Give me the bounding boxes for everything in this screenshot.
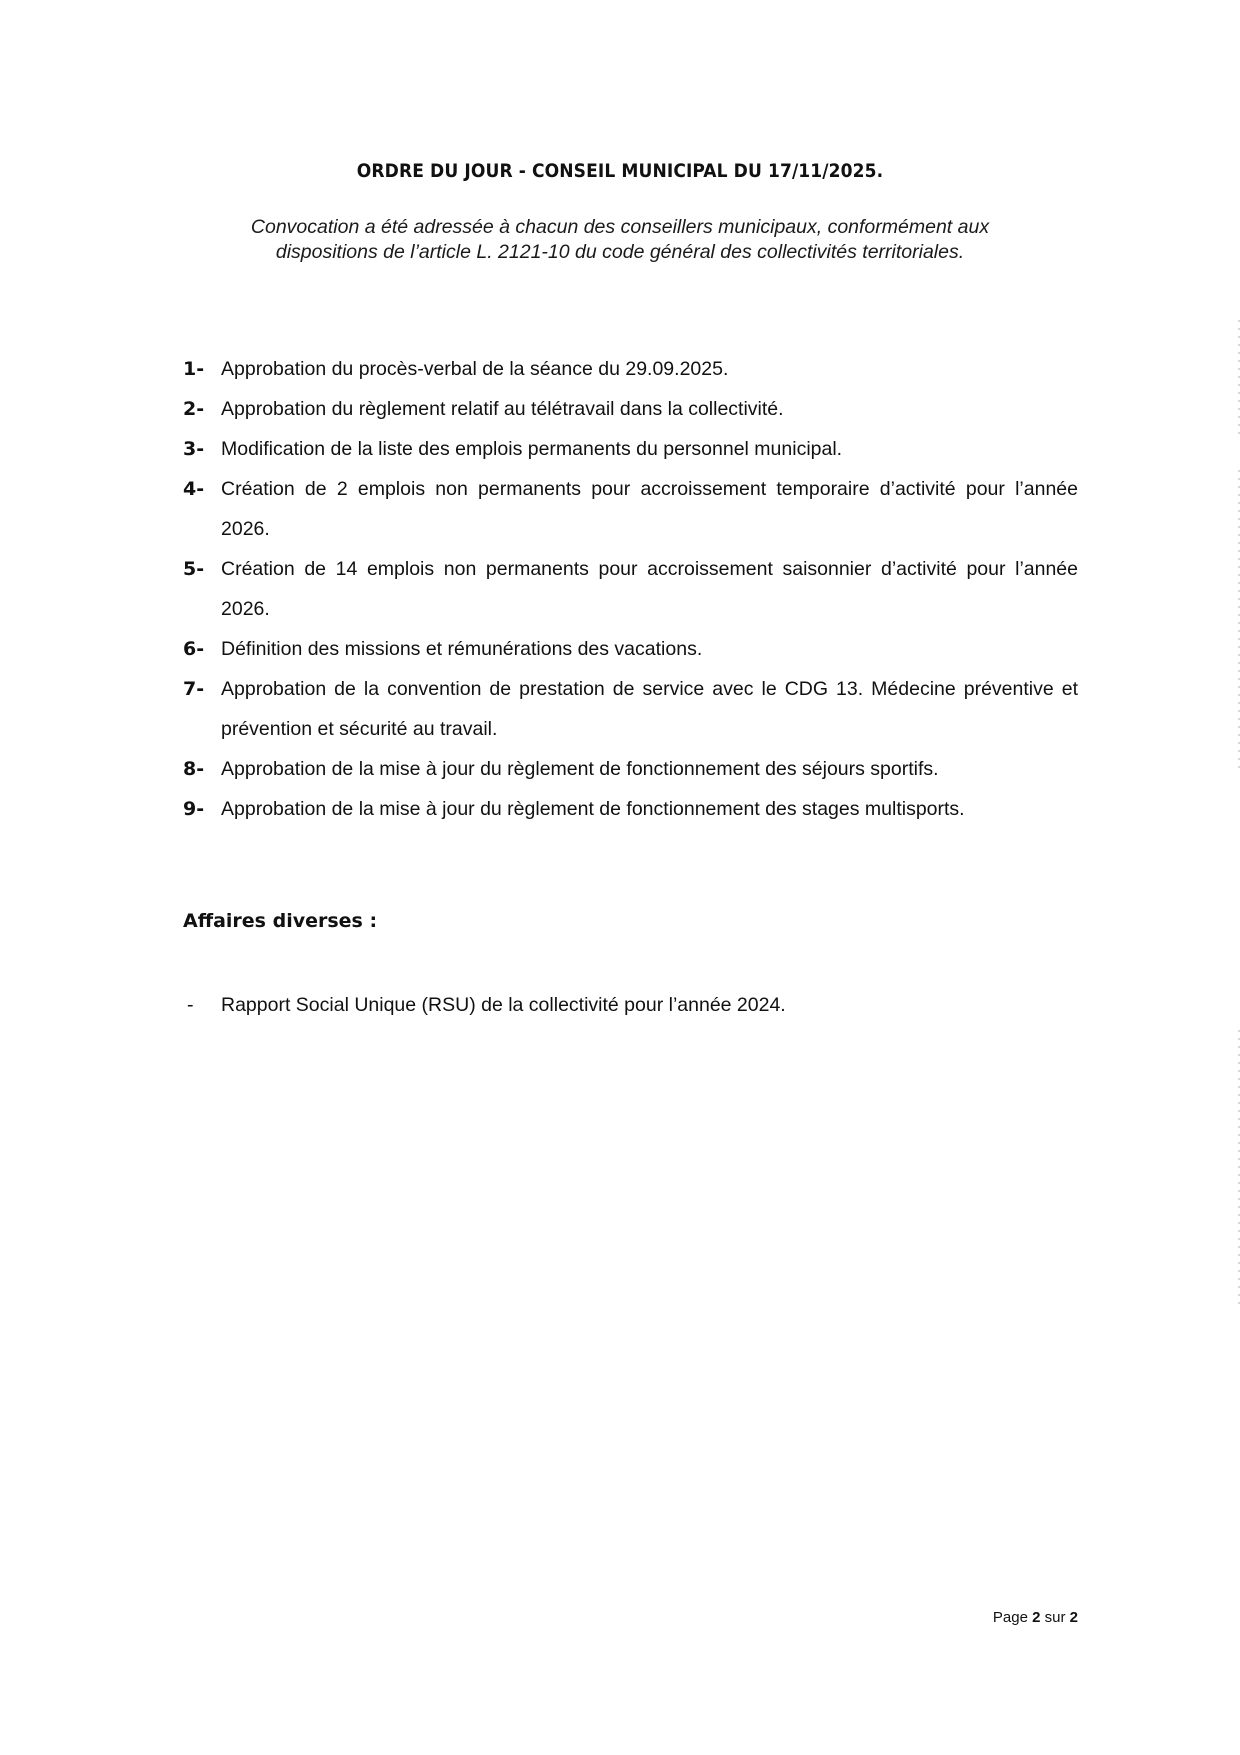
agenda-item-text: Approbation de la convention de prestation de service avec le CDG 13. Médecine préventive et prévention et sécurité au travail. bbox=[221, 678, 1078, 740]
misc-item-text: Rapport Social Unique (RSU) de la collectivité pour l’année 2024. bbox=[221, 994, 786, 1016]
agenda-item bbox=[183, 429, 1078, 469]
agenda-item bbox=[183, 789, 1078, 829]
agenda-item-text: Approbation du règlement relatif au télétravail dans la collectivité. bbox=[221, 398, 784, 420]
agenda-item-number: 6- bbox=[183, 638, 205, 660]
agenda-item-text: Approbation du procès-verbal de la séance du 29.09.2025. bbox=[221, 358, 729, 380]
agenda-item-text: Création de 2 emplois non permanents pour accroissement temporaire d’activité pour l’année 2026. bbox=[221, 478, 1078, 540]
page-label: Page bbox=[992, 1609, 1028, 1626]
agenda-item-number: 4- bbox=[183, 478, 205, 500]
agenda-item-number: 3- bbox=[183, 438, 205, 460]
agenda-item bbox=[183, 549, 1078, 629]
agenda-list bbox=[183, 349, 1078, 829]
agenda-item-text: Création de 14 emplois non permanents pour accroissement saisonnier d’activité pour l’année 2026. bbox=[221, 558, 1078, 620]
misc-section-heading: Affaires diverses : bbox=[183, 910, 378, 932]
agenda-item-text: Définition des missions et rémunérations des vacations. bbox=[221, 638, 703, 660]
agenda-item-number: 8- bbox=[183, 758, 205, 780]
page-current: 2 bbox=[1032, 1609, 1041, 1626]
agenda-item bbox=[183, 669, 1078, 749]
convocation-note-line-2: dispositions de l’article L. 2121-10 du code général des collectivités territoriales. bbox=[275, 241, 965, 263]
agenda-item-number: 1- bbox=[183, 358, 205, 380]
agenda-item-text: Approbation de la mise à jour du règlement de fonctionnement des séjours sportifs. bbox=[221, 758, 939, 780]
agenda-item-number: 9- bbox=[183, 798, 205, 820]
agenda-item-text: Modification de la liste des emplois permanents du personnel municipal. bbox=[221, 438, 843, 460]
convocation-note bbox=[140, 215, 1100, 265]
page-number bbox=[950, 1609, 1078, 1626]
agenda-item-text: Approbation de la mise à jour du règlement de fonctionnement des stages multisports. bbox=[221, 798, 965, 820]
document-title: ORDRE DU JOUR - CONSEIL MUNICIPAL DU 17/11/2025. bbox=[356, 160, 884, 182]
agenda-item bbox=[183, 749, 1078, 789]
agenda-item bbox=[183, 349, 1078, 389]
agenda-item bbox=[183, 389, 1078, 429]
dash-bullet-icon: - bbox=[187, 994, 194, 1016]
page-separator: sur bbox=[1044, 1609, 1066, 1626]
convocation-note-line-1: Convocation a été adressée à chacun des conseillers municipaux, conformément aux bbox=[250, 216, 990, 238]
misc-list bbox=[183, 985, 1078, 1025]
agenda-item-number: 2- bbox=[183, 398, 205, 420]
agenda-item-number: 7- bbox=[183, 678, 205, 700]
agenda-item bbox=[183, 469, 1078, 549]
agenda-item-number: 5- bbox=[183, 558, 205, 580]
misc-item bbox=[183, 985, 1078, 1025]
agenda-item bbox=[183, 629, 1078, 669]
page-total: 2 bbox=[1069, 1609, 1078, 1626]
